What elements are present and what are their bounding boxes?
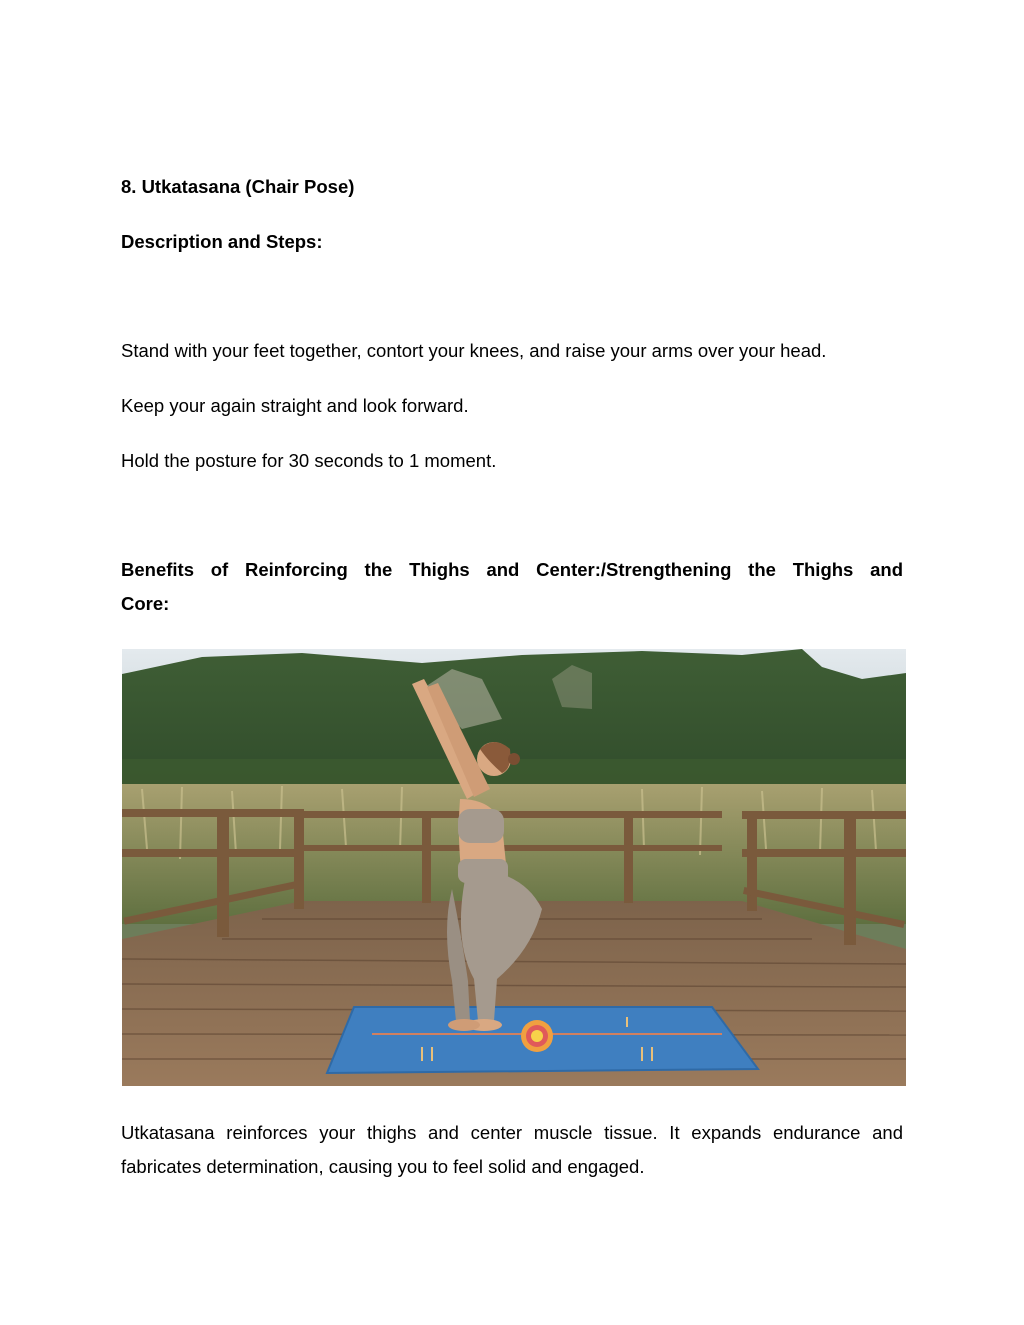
step-1: Stand with your feet together, contort your knees, and raise your arms over your head. (121, 340, 827, 361)
chair-pose-illustration (122, 649, 906, 1086)
chair-pose-photo (122, 649, 906, 1086)
description-heading: Description and Steps: (121, 231, 323, 252)
pose-heading: 8. Utkatasana (Chair Pose) (121, 176, 355, 197)
benefits-heading-line-2: Core: (121, 593, 170, 614)
benefits-heading-line-1: Benefits of Reinforcing the Thighs and Center:/Strengthening the Thighs and (121, 559, 903, 580)
closing-paragraph: Utkatasana reinforces your thighs and center muscle tissue. It expands endurance and fabricates determination, causing you to feel solid and engaged. (121, 1122, 903, 1177)
document-page (121, 0, 903, 1325)
step-2: Keep your again straight and look forward. (121, 395, 469, 416)
step-3: Hold the posture for 30 seconds to 1 moment. (121, 450, 497, 471)
